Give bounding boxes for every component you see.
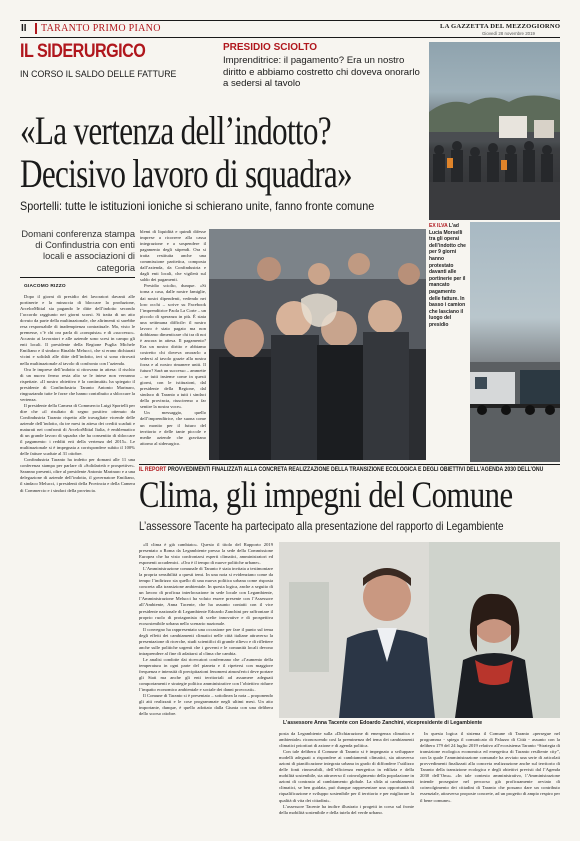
headline-line1: «La vertenza dell’indotto? (20, 108, 331, 153)
kicker-title: IL SIDERURGICO (20, 41, 146, 62)
presidio-title: PRESIDIO SCIOLTO (223, 42, 318, 53)
protest-photo-top (429, 42, 560, 220)
sidebar-note (20, 229, 135, 274)
photo1-caption-text: L’ad Lucia Morselli tra gli operai dell’indotto che per 9 giorni hanno protestato davanti alle portinerie per il mancato pagamento delle fatture. In basso i camion che lasciano il luogo del presidio (429, 223, 466, 328)
report-body-col1 (139, 542, 273, 834)
paragraph: Ora le imprese dell’indotto si ritrovano in attesa: il rischio di un nuovo fermo resta alto se le intese non verranno rispettate. «Il nostro obiettivo è la continuità» ha spiegato il presidente di Confindustria Taranto Antonio Marinaro, ringraziando tutte le forze che hanno contribuito a sbloccare la vertenza. (20, 366, 135, 402)
paragraph: Un messaggio, quello dell’imprenditrice, che suona come un monito per il futuro del territorio e delle tante piccole e medie aziende che gravitano attorno al siderurgico. (140, 410, 206, 446)
issue-date: Giovedì 28 novembre 2019 (482, 31, 535, 36)
report-body-col2 (279, 731, 414, 834)
section-divider (139, 464, 560, 465)
report-kicker-text: PROVVEDIMENTI FINALIZZATI ALLA CONCRETA REALIZZAZIONE DELLA TRANSIZIONE ECOLOGICA E DEGLI OBIETTIVI DELL’AGENDA 2030 DELL’ONU (167, 466, 544, 473)
section-bar (35, 23, 37, 34)
paragraph: L’Amministrazione comunale di Taranto è stata invitata a testimoniare la propria sensibilità a questi temi. In una nota si evidenziano come da tempo l’indirizzo sia quello di una nuova politica urbana come risposta concreta alla transizione ambientale. In questa logica, anche a seguito di un lavoro di proficua interlocuzione in sede locale con Legambiente, l’Amministrazione Melucci ha voluto essere presente con l’Assessore all’Ambiente, Anna Tacente, che ha assunto contatti con il vice presidente nazionale di Legambiente Edoardo Zanchini per raffrontare il proprio ruolo di protagonista di scelte innovative e di prospettiva ecosostenibile urbana nello scenario nazionale. (139, 566, 273, 626)
paragraph: In questa logica il sistema il Comune di Taranto «persegue nel programma - spiega il comunicato di Palazzo di Città - assunto con la delibera 179 del 24 luglio 2019 relativo all’ecosistema Taranto “Strategia di transizione ecologica economica ed energetica di Taranto resiliente city”, con la quale l’amministrazione comunale ha avviato una serie di articolati provvedimenti finalizzati alla concreta realizzazione anche sul territorio di Taranto della transizione ecologica e degli obiettivi previsti dal l’Agenda 2030 dell’Onu». «In tale contesto amministrativo, l’Amministrazione intende proseguire nel percorso già proficuamente avviato di coinvolgimento dei cittadini di Taranto che possano dare un contributo essenziale, attraverso proposte concrete, ad un progetto di ampio respiro per il bene comune». (420, 731, 560, 803)
photo2-caption: L’assessore Anna Tacente con Edoardo Zanchini, vicepresidente di Legambiente (283, 720, 483, 726)
paragraph: posta da Legambiente sulla «Dichiarazione di emergenza climatica e ambientale» riconoscendo così la preminenza del tema dei cambiamenti climatici prioritari di azione e di agenda politica. (279, 731, 414, 749)
trucks-photo (470, 222, 560, 462)
paragraph: L’assessore Tacente ha inoltre illustrato i progetti in corso sul fronte della mobilità sostenibile e della tutela del verde urbano. (279, 803, 414, 815)
protest-crowd-illustration (429, 42, 560, 220)
report-label: IL REPORT (139, 466, 167, 473)
crowd-photo-illustration (209, 229, 426, 460)
byline: GIACOMO RIZZO (24, 284, 66, 289)
masthead: LA GAZZETTA DEL MEZZOGIORNO (440, 23, 561, 30)
header-rule (20, 37, 560, 38)
page-number: II (21, 23, 27, 34)
report-subhead: L’assessore Tacente ha partecipato alla presentazione del rapporto di Legambiente (139, 519, 504, 533)
paragraph: Il convegno ha rappresentato una occasione per fare il punto sul tema degli effetti dei cambiamenti climatici nelle città italiane attraverso la presentazione di ricerche, studi scientifici di grande rilievo e di riflettere anche sulle politiche urgenti che i governi e le comunità locali devono intraprendere al fine di adattarsi al clima che cambia. (139, 626, 273, 656)
paragraph: «Il clima è già cambiato». Questo il titolo del Rapporto 2019 presentato a Roma da Legambiente presso la sede della Commissione Europea che ha visto confrontarsi esperti climatici, amministratori ed esponenti accademici. «Ora è il tempo di nuove politiche urbane». (139, 542, 273, 566)
paragraph: Presidio sciolto, dunque. «Si torna a casa, dalle nostre famiglie, dai nostri dipendenti, vedendo nei loro occhi – scrive su Facebook l’imprenditrice Paola La Corte – un piccolo di speranza in più. È stata una settimana difficile: il nostro lavoro è stato pagato ma non dobbiamo dimenticare chi tra di noi è ancora in attesa. Il pagamento? Era un nostro diritto e abbiamo costretto chi doveva onorarlo a sedersi al tavolo grazie alla nostra forza e al nostro rimanere uniti. Il futuro? Sarà un successo – ammette – se tutti insieme come in questi giorni, con le istituzioni, dal presidente della Regione, dal sindaco di Taranto a tutti i sindaci della provincia, riusciremo a far sentire la nostra voce». (140, 283, 206, 410)
headline-line2: Decisivo lavoro di squadra» (20, 151, 352, 196)
section-title: TARANTO PRIMO PIANO (41, 23, 161, 34)
tacente-zanchini-illustration (279, 542, 560, 718)
paragraph: Confindustria Taranto ha indetto per domani alle 11 una conferenza stampa per parlare di «Solidarietà e prospettive». Saranno presenti, oltre al presidente Antonio Marinaro e a una delegazione di aziende dell’indotto, il governatore Emiliano, il sindaco Melucci, i presidenti della Provincia e della Camera di Commercio e i sindaci della provincia. (20, 457, 135, 493)
paragraph: Le analisi condotte dai ricercatori confermano che «l’aumento della temperatura in ogni parte del pianeta e il ripetersi con maggiore frequenza e intensità di precipitazioni fenomeni atmosferici deve portare gli Stati ma anche gli enti territoriali ad assumere adeguati comportamenti e strategie politico amministrative con l’obiettivo ridurre l’impatto economico ambientale e sociale dei danni provocati». (139, 656, 273, 693)
tacente-photo (279, 542, 560, 718)
trucks-illustration (470, 222, 560, 462)
article-body-left (20, 294, 135, 834)
morselli-photo (209, 229, 426, 460)
headline-summary: Sportelli: tutte le istituzioni ioniche si schierano unite, fanno fronte comune (20, 199, 375, 213)
sidebar-rule (20, 277, 135, 278)
sidebar-note-text: Domani conferenza stampa di Confindustria con enti locali e associazioni di categoria (21, 229, 135, 273)
paragraph: Dopo il giorni di presidio dei lavoratori davanti alle portinerie e la minaccia di bloccare la produzione, ArcelorMittal sta pagando le ditte dell’indotto secondo l’accordo raggiunto nei giorni scorsi. Si tratta di un atto dovuto da parte della multinazionale, che altrimenti si sarebbe resa responsabile di inadempienza contrattuale. Ma, visto le premesse, c’è chi ora parla di «conquista» e di «successo». Accanto ai lavoratori e alle aziende sono scesi in campo gli enti locali. Il presidente della Regione Puglia Michele Emiliano e il sindaco Rinaldo Melucci, che si erano dichiarati vicini e solidali alle ditte dell’indotto, ieri si sono ritrovati nella multinazionale al tavolo di confronto con l’azienda. (20, 294, 135, 366)
kicker-subtitle: IN CORSO IL SALDO DELLE FATTURE (20, 69, 177, 80)
photo1-caption (429, 223, 467, 329)
report-kicker (139, 466, 543, 473)
paragraph: Il Comune di Taranto si è presentato – sottolinea la nota – proponendo gli atti realizzati e le cose programmate negli ultimi mesi. Un atto importante, dunque, è quello adottato dalla Giunta con una delibera dello scorso ottobre. (139, 693, 273, 717)
paragraph: blemi di liquidità e quindi difesse imprese a ricorrere alla cassa integrazione e a sospendere il pagamento degli stipendi. Ora si tratta restituita anche una commissione paritetica, composta dall’azienda, da Confindustria e dagli enti locali, che vigilerà sul saldo dei pagamenti. (140, 229, 206, 283)
header-rule-top (20, 20, 560, 21)
paragraph: Il presidente della Camera di Commercio Luigi Sportelli per dire che «il risultato di segno positivo ottenuto da Confindustria Taranto rispetto alle travagliate vicende delle aziende dell’indotto, da tre mesi in attesa dei crediti scaduti e maturati nei confronti di ArcelorMittal Italia, è emblematico di un grande lavoro di squadra che ha consentito di sbloccare il pagamento: i redditi erti della vertenza del 2015». Le multinazionale si è impegnata a corrispondere subito il 100% delle fatture scadute al 31 ottobre. (20, 402, 135, 457)
photo1-caption-title: EX ILVA (429, 223, 448, 229)
report-body-col3 (420, 731, 560, 834)
article-body-mid (140, 229, 206, 463)
presidio-text: Imprenditrice: il pagamento? Era un nostro diritto e abbiamo costretto chi doveva onorarlo a sedersi al tavolo (223, 55, 420, 90)
report-headline: Clima, gli impegni del Comune (139, 475, 513, 516)
paragraph: Con tale delibera il Comune di Taranto si è impegnato a sviluppare modelli adeguati a rispondere ai cambiamenti climatici, sia attraverso azioni di pianificazione integrata urbana in grado di diffondere l’utilizzo delle fonti rinnovabili, dell’efficienza energetica in edilizia e della mobilità sostenibile, sia attraverso il coinvolgimento della popolazione in azioni di contrasto al cambiamento globale. La sfida ai cambiamenti climatici, se ben guidata, può dunque rappresentare una opportunità di riqualificazione e sviluppo sostenibile per il territorio e per migliorare la qualità di vita dei cittadini». (279, 749, 414, 803)
